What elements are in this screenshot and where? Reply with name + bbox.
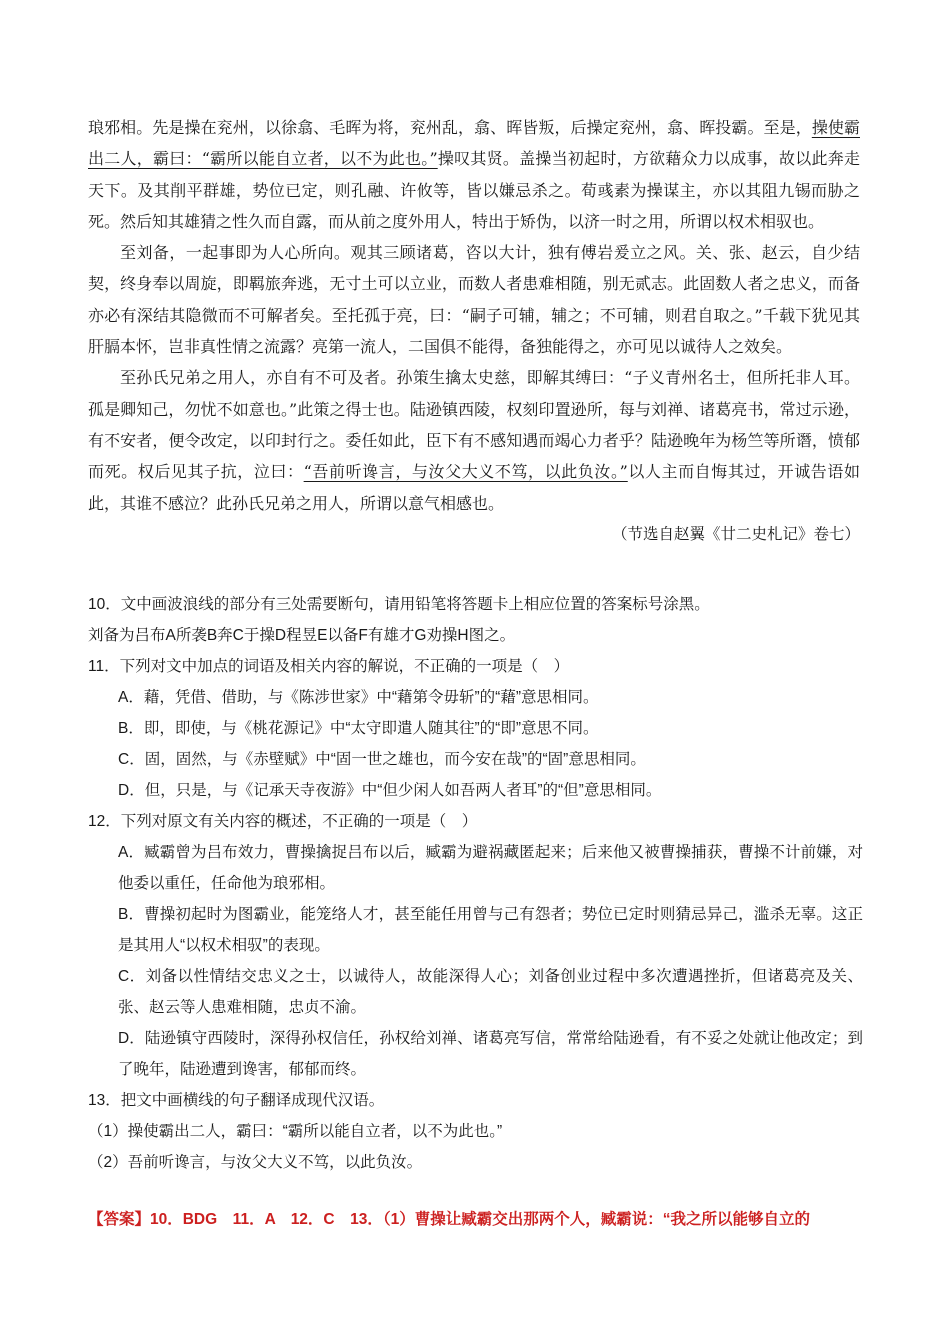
question-10-sentence: 刘备为吕布A所袭B奔C于操D程昱E以备F有雄才G劝操H图之。	[88, 627, 516, 644]
question-11-option-b: B．即，即使，与《桃花源记》中“太守即遣人随其往”的“即”意思不同。	[118, 720, 599, 737]
question-12-stem: 12．下列对原文有关内容的概述，不正确的一项是（ ）	[88, 813, 478, 830]
underlined-sentence-2: “吾前听谗言，与汝父大义不笃，以此负汝。”	[303, 462, 628, 482]
question-12-option-a: A．臧霸曾为吕布效力，曹操擒捉吕布以后，臧霸为避祸藏匿起来；后来他又被曹操捕获，曹操不计前嫌，对他委以重任，任命他为琅邪相。	[118, 844, 863, 892]
question-13-item-1: （1）操使霸出二人，霸曰：“霸所以能自立者，以不为此也。”	[88, 1123, 503, 1140]
question-11-stem: 11．下列对文中加点的词语及相关内容的解说，不正确的一项是（ ）	[88, 658, 570, 675]
question-11-option-d: D．但，只是，与《记承天寺夜游》中“但少闲人如吾两人者耳”的“但”意思相同。	[118, 782, 662, 799]
question-13-item-2: （2）吾前听谗言，与汝父大义不笃，以此负汝。	[88, 1154, 423, 1171]
question-12-option-d: D．陆逊镇守西陵时，深得孙权信任，孙权给刘禅、诸葛亮写信，常常给陆逊看，有不妥之处就让他改定；到了晚年，陆逊遭到谗害，郁郁而终。	[118, 1030, 863, 1078]
question-10-stem: 10．文中画波浪线的部分有三处需要断句，请用铅笔将答题卡上相应位置的答案标号涂黑。	[88, 596, 710, 613]
passage-paragraph-1: 琅邪相。先是操在兖州，以徐翕、毛晖为将，兖州乱，翕、晖皆叛，后操定兖州，翕、晖投霸。至是，操使霸出二人，霸曰：“霸所以能自立者，以不为此也。”操叹其贤。盖操当初起时，方欲藉众力以成事，故以此奔走天下。及其削平群雄，势位已定，则孔融、许攸等，皆以嫌忌杀之。荀彧素为操谋主，亦以其阻九锡而胁之死。然后知其雄猜之性久而自露，而从前之度外用人，特出于矫伪，以济一时之用，所谓以权术相驭也。	[88, 118, 860, 231]
question-12-option-b: B．曹操初起时为图霸业，能笼络人才，甚至能任用曾与己有怨者；势位已定时则猜忌异己，滥杀无辜。这正是其用人“以权术相驭”的表现。	[118, 906, 863, 954]
questions-section	[88, 589, 863, 1178]
question-13-stem: 13．把文中画横线的句子翻译成现代汉语。	[88, 1092, 385, 1109]
question-11-option-a: A．藉，凭借、借助，与《陈涉世家》中“藉第令毋斩”的“藉”意思相同。	[118, 689, 599, 706]
question-12-option-c: C．刘备以性情结交忠义之士，以诚待人，故能深得人心；刘备创业过程中多次遭遇挫折，但诸葛亮及关、张、赵云等人患难相随，忠贞不渝。	[118, 968, 863, 1016]
classical-passage	[88, 112, 860, 550]
question-11-option-c: C．固，固然，与《赤壁赋》中“固一世之雄也，而今安在哉”的“固”意思相同。	[118, 751, 646, 768]
underlined-sentence-1: 操使霸出二人，霸曰：“霸所以能自立者，以不为此也。”	[88, 118, 860, 169]
passage-source: （节选自赵翼《廿二史札记》卷七）	[611, 524, 860, 543]
answer-key: 【答案】10．BDG 11．A 12．C 13．（1）曹操让臧霸交出那两个人，臧霸说：“我之所以能够自立的	[88, 1211, 810, 1228]
passage-paragraph-2: 至刘备，一起事即为人心所向。观其三顾诸葛，咨以大计，独有傅岩爰立之风。关、张、赵云，自少结契，终身奉以周旋，即羁旅奔逃，无寸土可以立业，而数人者患难相随，别无贰志。此固数人者之忠义，而备亦必有深结其隐微而不可解者矣。至托孤于亮，曰：“嗣子可辅，辅之；不可辅，则君自取之。”千载下犹见其肝膈本怀，岂非真性情之流露？亮第一流人，二国俱不能得，备独能得之，亦可见以诚待人之效矣。	[88, 243, 860, 357]
passage-paragraph-3: 至孙氏兄弟之用人，亦自有不可及者。孙策生擒太史慈，即解其缚曰：“子义青州名士，但所托非人耳。孤是卿知己，勿忧不如意也。”此策之得士也。陆逊镇西陵，权刻印置逊所，每与刘禅、诸葛亮书，常过示逊，有不安者，便令改定，以印封行之。委任如此，臣下有不感知遇而竭心力者乎？陆逊晚年为杨竺等所谮，愤郁而死。权后见其子抗，泣曰：“吾前听谗言，与汝父大义不笃，以此负汝。”以人主而自悔其过，开诚告语如此，其谁不感泣？此孙氏兄弟之用人，所谓以意气相感也。	[88, 368, 860, 513]
